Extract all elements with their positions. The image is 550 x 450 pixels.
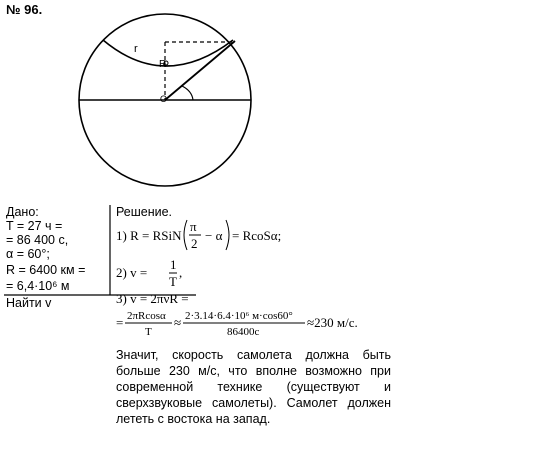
step1-paren-right — [226, 220, 229, 250]
step4-f2-numerator: 2·3.14·6.4·10⁶ м·cos60° — [185, 310, 293, 322]
step1-prefix: 1) R = RSiN — [116, 228, 182, 243]
given-line: α = 60°; — [6, 247, 50, 261]
step2-prefix: 2) v = — [116, 265, 148, 280]
conclusion-paragraph: Значит, скорость самолета должна быть больше 230 м/с, что вполне возможно при современной технике (существуют и сверхзвуковые самолеты). Самолет должен лететь с востока на запад. — [116, 348, 391, 426]
step2-numerator: 1 — [170, 257, 177, 272]
label-r: r — [134, 43, 138, 55]
step4-equals: = — [116, 315, 124, 330]
step2-denominator: T — [169, 274, 177, 289]
step4-f1-numerator: 2πRcosα — [127, 310, 166, 322]
step2-suffix: , — [179, 265, 183, 280]
step4-f2-denominator: 86400c — [227, 326, 260, 338]
given-line: R = 6400 км = — [6, 263, 86, 277]
step4-f1-denominator: T — [145, 326, 152, 338]
step4-result: ≈230 м/с. — [307, 315, 358, 330]
problem-number: № 96. — [6, 2, 43, 17]
label-R: R — [159, 59, 167, 70]
given-line: T = 27 ч = — [6, 219, 63, 233]
step1-numerator: π — [190, 219, 197, 234]
step1-paren-left — [184, 220, 187, 250]
label-O: O — [160, 94, 168, 104]
radius-line — [165, 41, 235, 100]
solution-heading: Решение. — [116, 205, 173, 219]
step1-result: = RcoSα; — [232, 228, 282, 243]
step4-approx: ≈ — [174, 315, 182, 330]
given-line: = 6,4·10⁶ м — [6, 279, 70, 293]
find-label: Найти v — [6, 296, 52, 310]
step1-denominator: 2 — [191, 236, 198, 251]
given-line: = 86 400 с, — [6, 233, 69, 247]
step3-text: 3) v = 2πνR = — [116, 291, 189, 306]
angle-arc — [182, 86, 193, 100]
given-heading: Дано: — [6, 205, 39, 219]
step1-suffix: − α — [205, 228, 223, 243]
